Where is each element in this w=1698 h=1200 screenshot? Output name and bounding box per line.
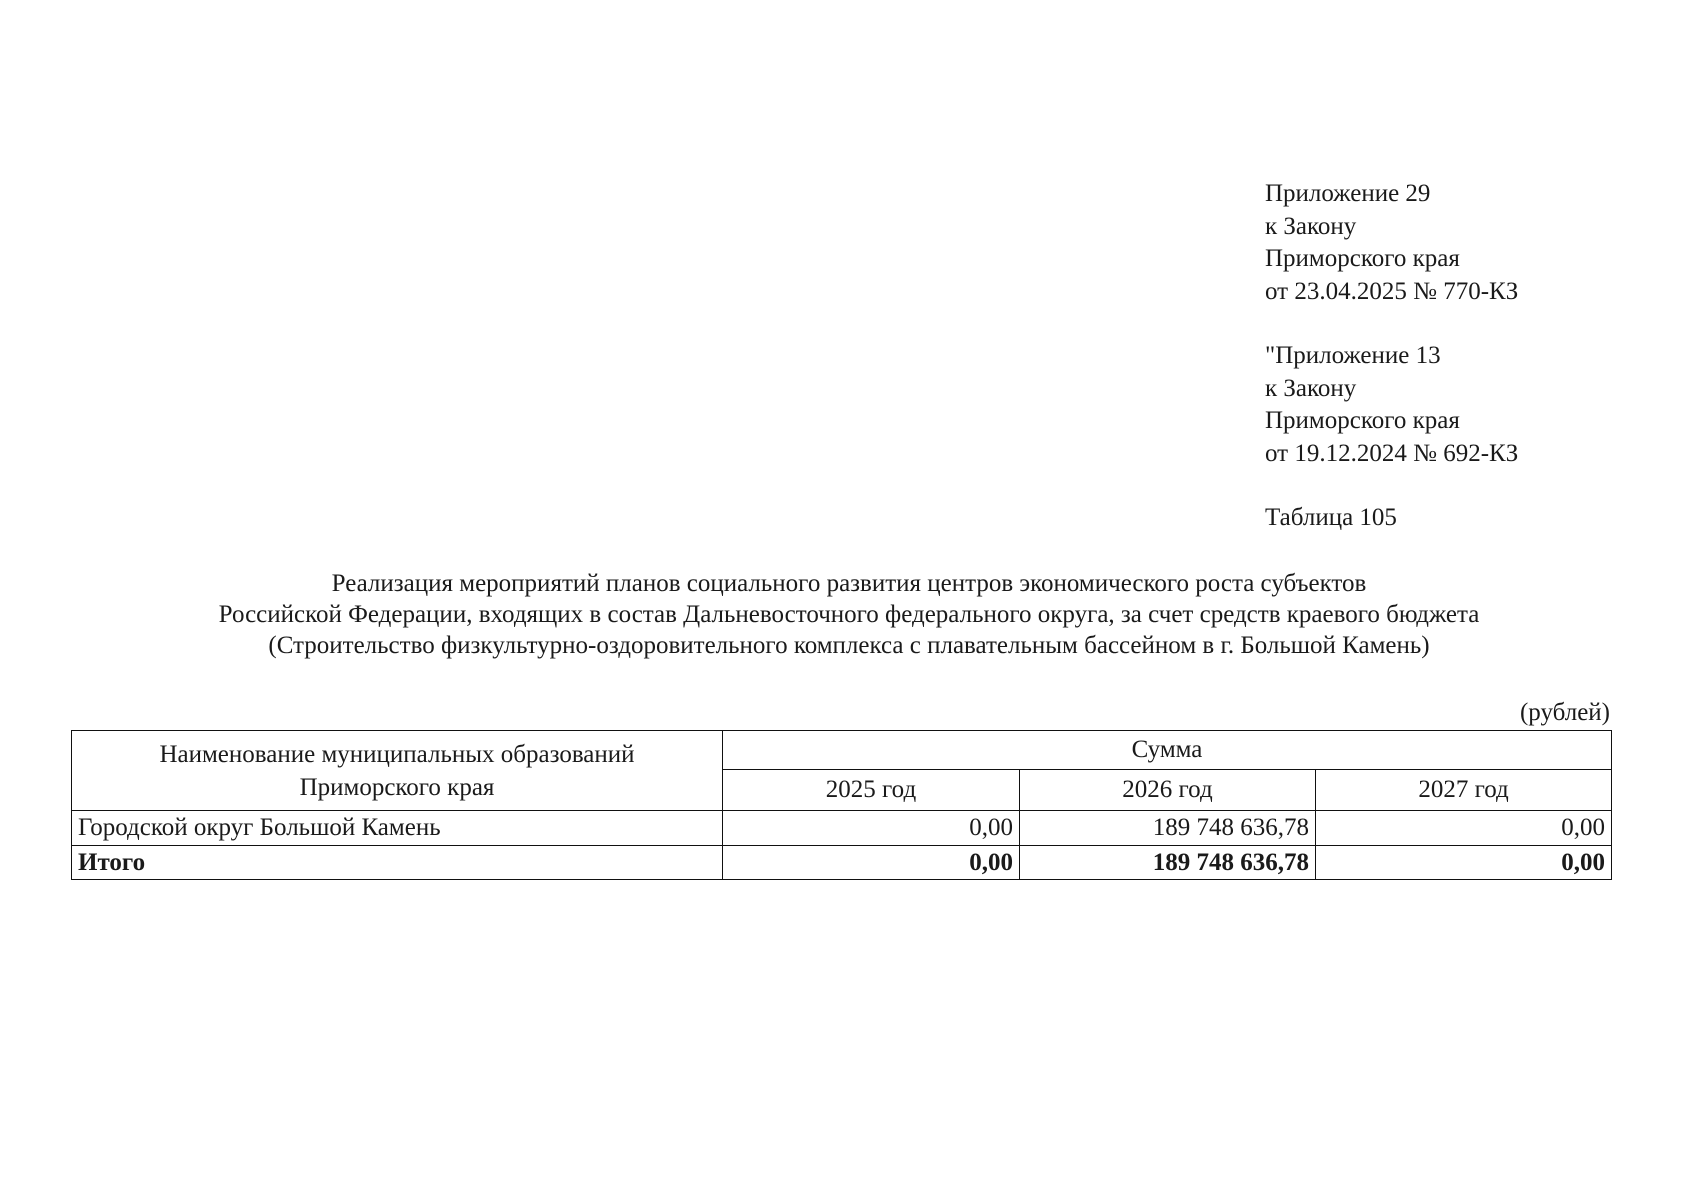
document-title — [60, 568, 1638, 661]
total-label: Итого — [72, 846, 723, 880]
table-number: Таблица 105 — [1265, 504, 1397, 531]
title-line: Реализация мероприятий планов социального развития центров экономического роста субъектов — [331, 570, 1367, 597]
appendix-number: "Приложение 13 — [1265, 342, 1441, 369]
unit-label: (рублей) — [1519, 699, 1610, 726]
header-municipality-line: Приморского края — [299, 773, 495, 801]
header-municipality-line: Наименование муниципальных образований — [159, 740, 635, 768]
total-amount-cell: 0,00 — [723, 846, 1020, 880]
appendix-current-reference — [1265, 178, 1518, 308]
appendix-number: Приложение 29 — [1265, 180, 1431, 207]
appendix-law-label: к Закону — [1265, 374, 1357, 402]
header-year: 2026 год — [1020, 770, 1316, 811]
title-line: Российской Федерации, входящих в состав Дальневосточного федерального округа, за счет средств краевого бюджета — [218, 601, 1480, 628]
amount-cell: 0,00 — [723, 811, 1020, 846]
total-amount-cell: 0,00 — [1316, 846, 1612, 880]
appendix-law-date: от 23.04.2025 № 770-КЗ — [1265, 277, 1519, 305]
table-header-row — [72, 731, 1612, 770]
budget-table — [71, 730, 1612, 880]
header-municipality — [72, 731, 723, 811]
title-line: (Строительство физкультурно-оздоровительного комплекса с плавательным бассейном в г. Большой Камень) — [268, 632, 1430, 659]
total-row — [72, 846, 1612, 880]
appendix-region: Приморского края — [1265, 407, 1460, 434]
amount-cell: 0,00 — [1316, 811, 1612, 846]
total-amount-cell: 189 748 636,78 — [1020, 846, 1316, 880]
amount-cell: 189 748 636,78 — [1020, 811, 1316, 846]
table-row — [72, 811, 1612, 846]
appendix-region: Приморского края — [1265, 245, 1460, 272]
appendix-law-label: к Закону — [1265, 212, 1357, 240]
appendix-original-reference — [1265, 340, 1518, 470]
municipality-name: Городской округ Большой Камень — [72, 811, 723, 846]
appendix-law-date: от 19.12.2024 № 692-КЗ — [1265, 439, 1519, 467]
header-year: 2025 год — [723, 770, 1020, 811]
header-sum: Сумма — [723, 731, 1612, 770]
header-year: 2027 год — [1316, 770, 1612, 811]
